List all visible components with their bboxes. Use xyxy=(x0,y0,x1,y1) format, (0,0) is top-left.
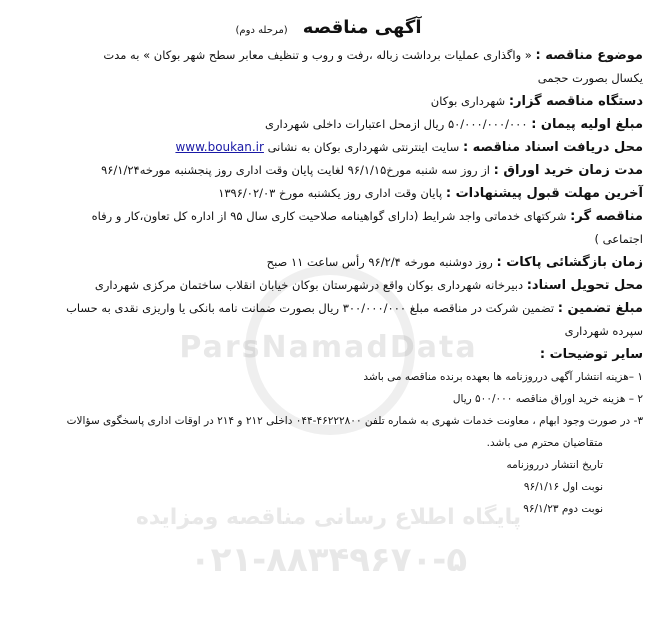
purchase-time-label: مدت زمان خرید اوراق : xyxy=(493,163,643,178)
subject-text: « واگذاری عملیات برداشت زباله ،رفت و روب و تنظیف معابر سطح شهر بوکان » به مدت xyxy=(103,48,532,62)
subject-row xyxy=(14,44,643,67)
publication-title: تاریخ انتشار درروزنامه xyxy=(506,459,603,471)
guarantee-text: تضمین شرکت در مناقصه مبلغ ۳۰۰/۰۰۰/۰۰۰ ریال بصورت ضمانت نامه بانکی یا واریزی نقدی به حساب xyxy=(66,301,555,315)
note-item: ۱ –هزینه انتشار آگهی درروزنامه ها بعهده برنده مناقصه می باشد xyxy=(363,371,643,383)
delivery-text: دبیرخانه شهرداری بوکان واقع درشهرستان بوکان خیابان انقلاب ساختمان مرکزی شهرداری xyxy=(94,278,524,292)
guarantee-label: مبلغ تضمین : xyxy=(557,301,643,316)
watermark-phone: ۰۲۱-۸۸۳۴۹۶۷۰-۵ xyxy=(189,540,468,580)
authority-text: شهرداری بوکان xyxy=(430,94,506,108)
subject-label: موضوع مناقصه : xyxy=(535,48,643,63)
other-row xyxy=(14,343,643,366)
documents-text: سایت اینترنتی شهرداری بوکان به نشانی xyxy=(267,140,460,154)
watermark-text: پایگاه اطلاع رسانی مناقصه ومزایده xyxy=(135,505,522,530)
deadline-label: آخرین مهلت قبول پیشنهادات : xyxy=(445,186,643,201)
page-title: آگهی مناقصه xyxy=(302,17,422,38)
note-item: ۳- در صورت وجود ابهام ، معاونت خدمات شهری به شماره تلفن ۴۶۲۲۲۸۰۰-۰۴۴ داخلی ۲۱۲ و ۲۱۴ در اوقات اداری پاسخگوی سؤالات xyxy=(66,415,643,427)
bidder-row-2 xyxy=(14,228,643,251)
bidder-row xyxy=(14,205,643,228)
opening-row xyxy=(14,251,643,274)
initial-amount-text: ۵۰/۰۰۰/۰۰۰/۰۰۰ ریال ازمحل اعتبارات داخلی شهرداری xyxy=(264,117,528,131)
initial-amount-row xyxy=(14,113,643,136)
purchase-time-text: از روز سه شنبه مورخ۹۶/۱/۱۵ لغایت پایان وقت اداری روز پنجشنبه مورخه۹۶/۱/۲۴ xyxy=(101,163,490,177)
documents-label: محل دریافت اسناد مناقصه : xyxy=(462,140,643,155)
publication-second: نوبت دوم ۹۶/۱/۲۳ xyxy=(523,503,603,515)
guarantee-row xyxy=(14,297,643,320)
website-link[interactable]: www.boukan.ir xyxy=(175,140,264,154)
bidder-label: مناقصه گر: xyxy=(570,209,643,224)
title-row xyxy=(14,12,643,44)
bidder-text: شرکتهای خدماتی واجد شرایط (دارای گواهینامه صلاحیت کاری سال ۹۵ از اداره کل تعاون،کار و رفاه xyxy=(91,209,567,223)
subject-row-2 xyxy=(14,67,643,90)
bidder-text-2: اجتماعی ) xyxy=(594,232,643,246)
note-item: متقاضیان محترم می باشد. xyxy=(486,437,603,449)
authority-row xyxy=(14,90,643,113)
watermark-brand: ParsNamadData xyxy=(179,330,478,365)
guarantee-row-2 xyxy=(14,320,643,343)
publication-first: نوبت اول ۹۶/۱/۱۶ xyxy=(523,481,603,493)
guarantee-text-2: سپرده شهرداری xyxy=(564,324,643,338)
delivery-label: محل تحویل اسناد: xyxy=(526,278,643,293)
initial-amount-label: مبلغ اولیه پیمان : xyxy=(531,117,643,132)
other-label: سایر توضیحات : xyxy=(539,347,643,362)
deadline-row xyxy=(14,182,643,205)
opening-label: زمان بازگشائی پاکات : xyxy=(496,255,643,270)
deadline-text: پایان وقت اداری روز یکشنبه مورخ ۱۳۹۶/۰۲/۰۳ xyxy=(218,186,443,200)
authority-label: دستگاه مناقصه گزار: xyxy=(508,94,643,109)
delivery-row xyxy=(14,274,643,297)
opening-text: روز دوشنبه مورخه ۹۶/۲/۴ رأس ساعت ۱۱ صبح xyxy=(266,255,493,269)
documents-row xyxy=(14,136,643,159)
subject-text-2: یکسال بصورت حجمی xyxy=(537,71,643,85)
purchase-time-row xyxy=(14,159,643,182)
stage-label: (مرحله دوم) xyxy=(235,25,288,36)
note-item: ۲ – هزینه خرید اوراق مناقصه ۵۰۰/۰۰۰ ریال xyxy=(452,393,643,405)
